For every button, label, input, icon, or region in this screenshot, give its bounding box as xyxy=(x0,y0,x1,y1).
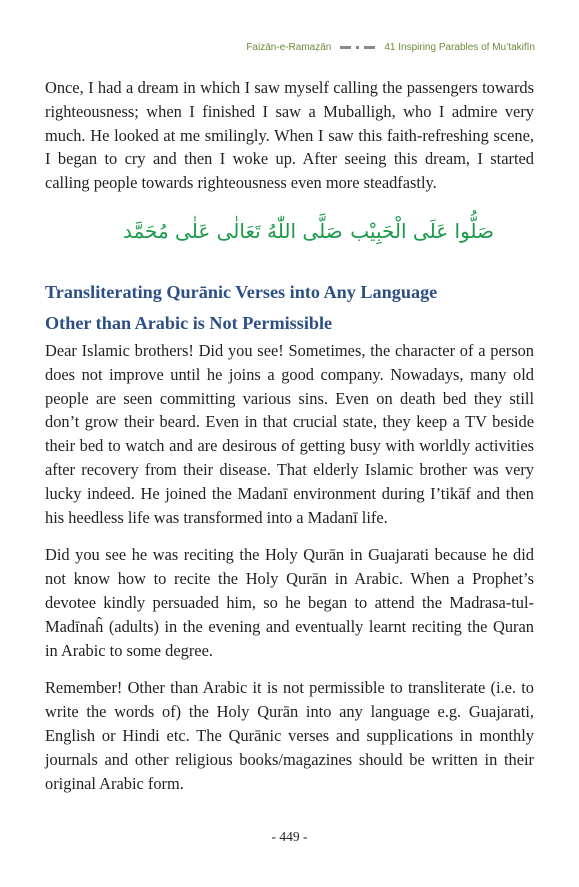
intro-paragraph: Once, I had a dream in which I saw myself calling the passengers towards righteousness; when I finished I saw a Muballigh, who I admire very much. He looked at me smilingly. When I saw this faith-refreshing scene, I began to cry and then I woke up. After seeing this dream, I started calling people towards righteousness even more steadfastly. xyxy=(45,78,534,193)
section-heading-line-1: Transliterating Qurānic Verses into Any Language xyxy=(45,281,438,302)
book-title: Faizān-e-Ramaẓān xyxy=(246,41,332,53)
paragraph-1: Dear Islamic brothers! Did you see! Sometimes, the character of a person does not improve until he joins a good company. Nowadays, many old people are seen committing various sins. Even on death bed they still don’t grow their beard. Even in that crucial state, they keep a TV beside their bed to watch and are desirous of getting busy with worldly activities after recovery from their disease. That elderly Islamic brother was very lucky indeed. He joined the Madanī environment during I’tikāf and then his heedless life was transformed into a Madanī life. xyxy=(45,340,534,527)
salutation-right: صَلُّوا عَلَى الْحَبِيْب xyxy=(350,219,494,244)
chapter-title: 41 Inspiring Parables of Mu’takifīn xyxy=(384,41,535,53)
salutation-line xyxy=(45,217,534,247)
page-body xyxy=(45,76,534,795)
page-number: - 449 - xyxy=(271,829,308,844)
paragraph-2: Did you see he was reciting the Holy Qurān in Guajarati because he did not know how to recite the Holy Qurān in Arabic. When a Prophet’s devotee kindly persuaded him, so he began to attend the Madrasa-tul-Madīnaĥ (adults) in the evening and eventually learnt reciting the Quran in Arabic to some degree. xyxy=(45,545,534,660)
header-separator-icon xyxy=(340,46,375,49)
running-header xyxy=(44,40,535,54)
section-heading-line-2: Other than Arabic is Not Permissible xyxy=(45,312,333,333)
salutation-left: صَلَّى اللّٰهُ تَعَالٰى عَلٰى مُحَمَّد xyxy=(123,219,343,244)
paragraph-3: Remember! Other than Arabic it is not permissible to transliterate (i.e. to write the words of) the Holy Qurān into any language e.g. Guajarati, English or Hindi etc. The Qurānic verses and supplications in monthly journals and other religious books/magazines should be written in their original Arabic form. xyxy=(45,678,534,793)
